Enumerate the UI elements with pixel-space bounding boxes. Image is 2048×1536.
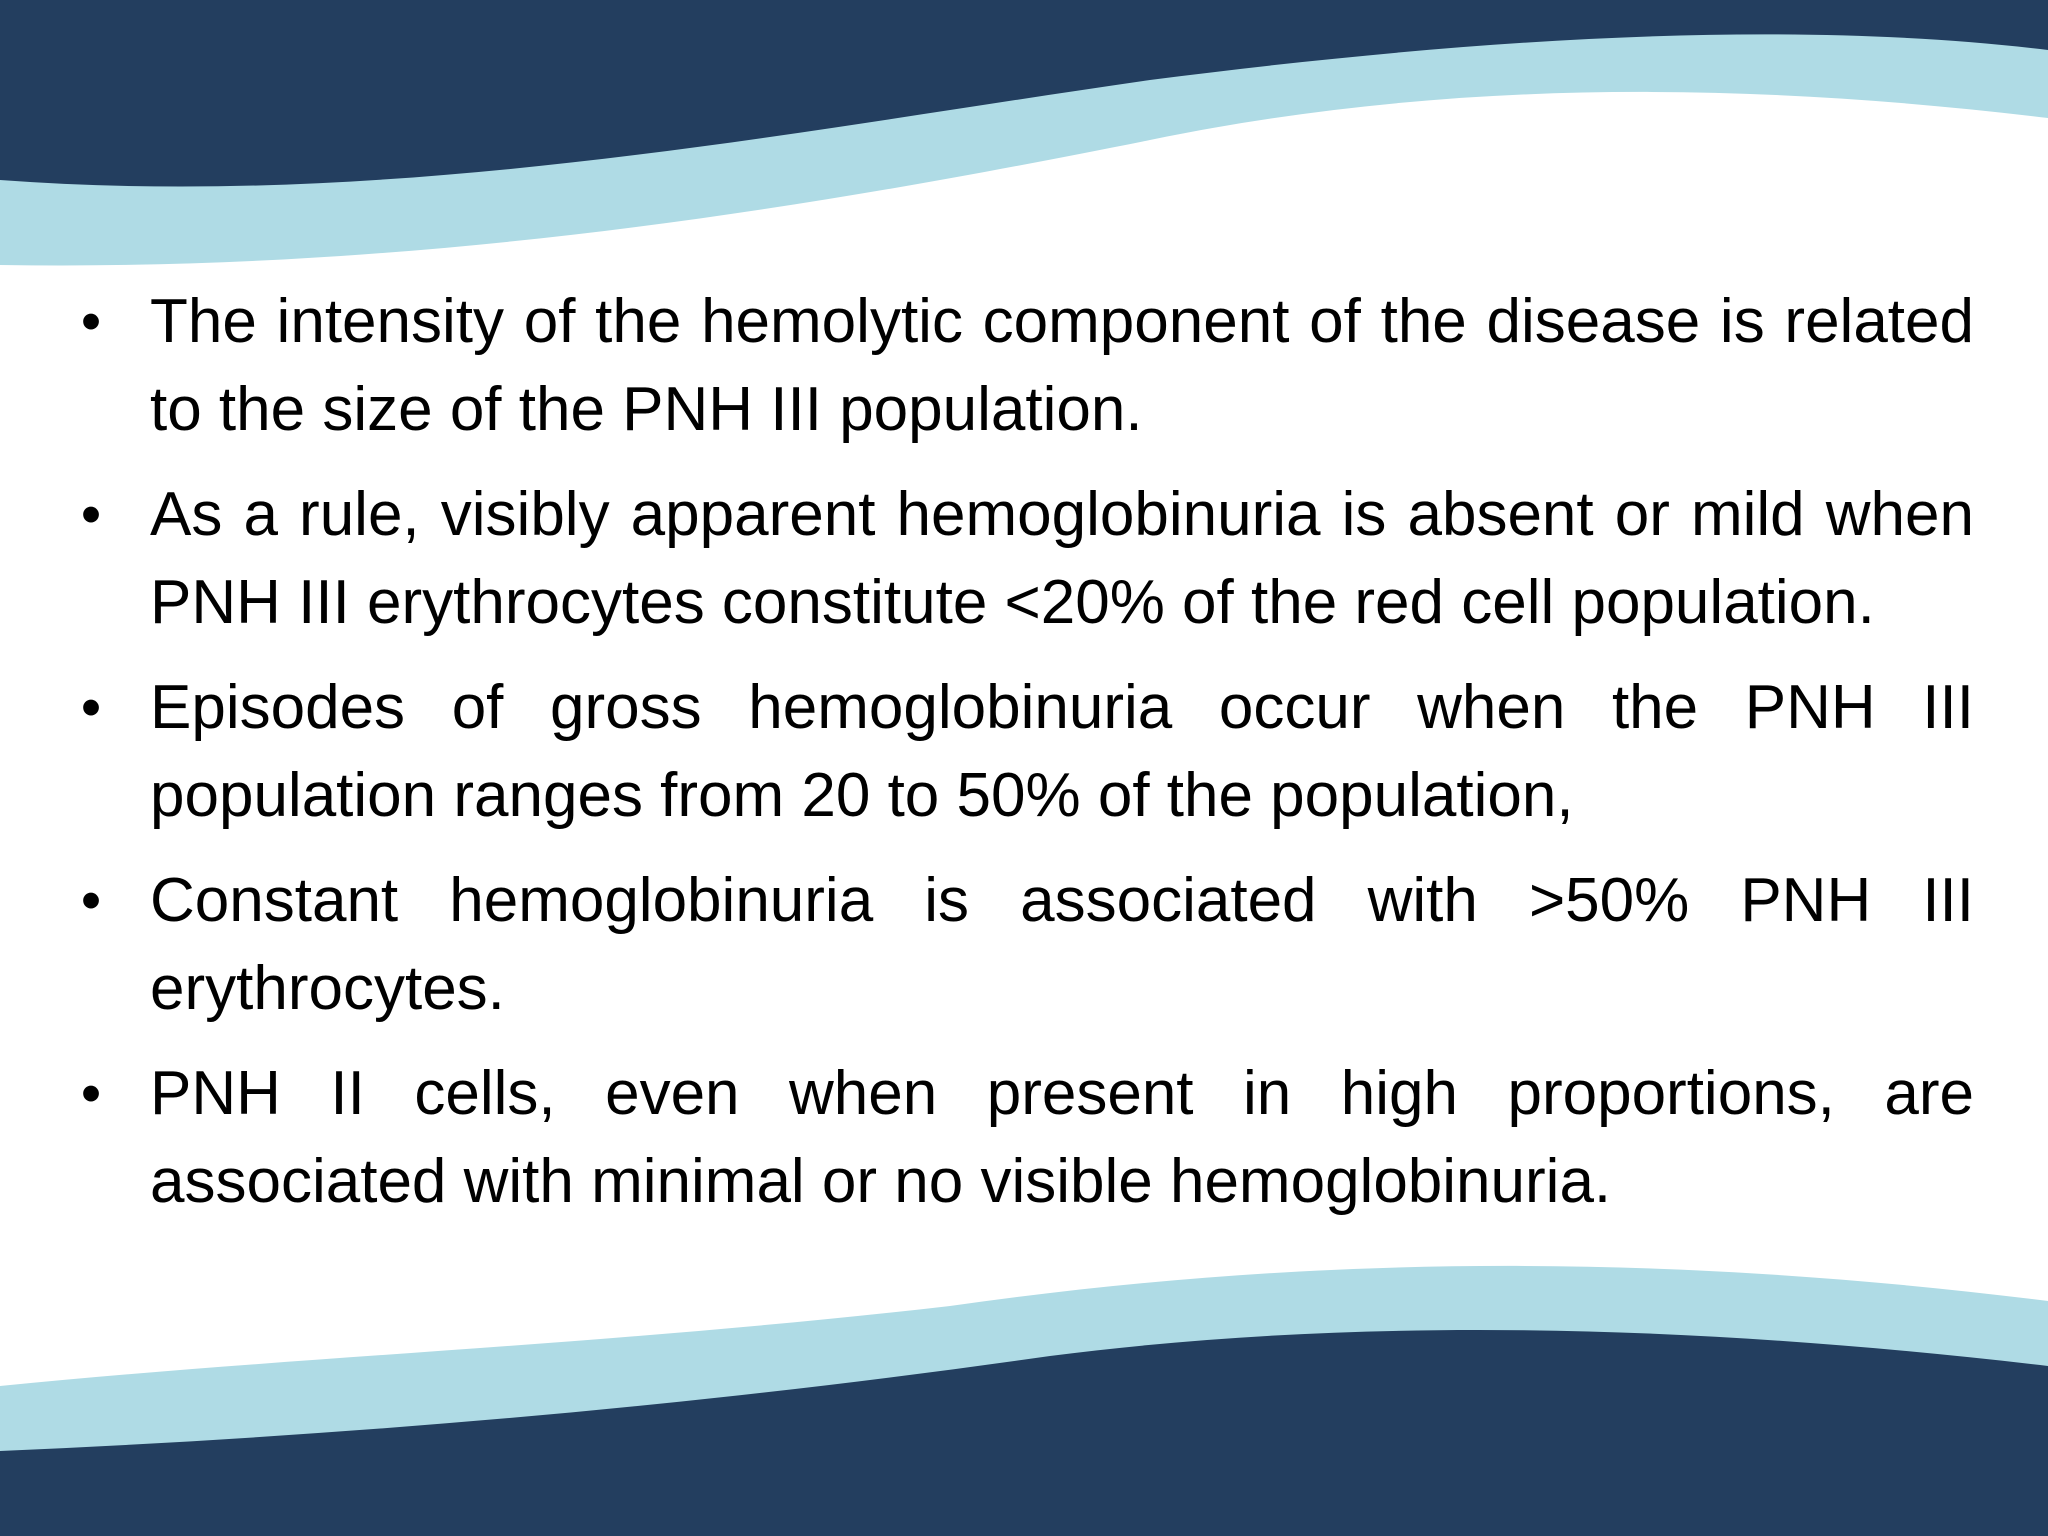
bullet-text: The intensity of the hemolytic component of the disease is related to the size of the PNH III population. xyxy=(150,287,1974,444)
bullet-text: PNH II cells, even when present in high proportions, are associated with minimal or no visible hemoglobinuria. xyxy=(150,1059,1974,1216)
bullet-marker: • xyxy=(80,675,102,740)
bullet-item xyxy=(66,471,1974,647)
bullet-item xyxy=(66,664,1974,840)
bullet-text: Episodes of gross hemoglobinuria occur when the PNH III population ranges from 20 to 50% of the population, xyxy=(150,673,1974,830)
bullet-text: As a rule, visibly apparent hemoglobinuria is absent or mild when PNH III erythrocytes constitute <20% of the red cell population. xyxy=(150,480,1974,637)
bullet-list xyxy=(66,278,1974,1226)
bullet-marker: • xyxy=(80,868,102,933)
bullet-item xyxy=(66,1050,1974,1226)
bullet-marker: • xyxy=(80,289,102,354)
bullet-item xyxy=(66,857,1974,1033)
bullet-text: Constant hemoglobinuria is associated with >50% PNH III erythrocytes. xyxy=(150,866,1974,1023)
bullet-item xyxy=(66,278,1974,454)
bottom-wave-decoration xyxy=(0,1236,2048,1536)
bullet-marker: • xyxy=(80,1061,102,1126)
top-wave-decoration xyxy=(0,0,2048,300)
bullet-marker: • xyxy=(80,482,102,547)
slide-content xyxy=(66,278,1974,1243)
